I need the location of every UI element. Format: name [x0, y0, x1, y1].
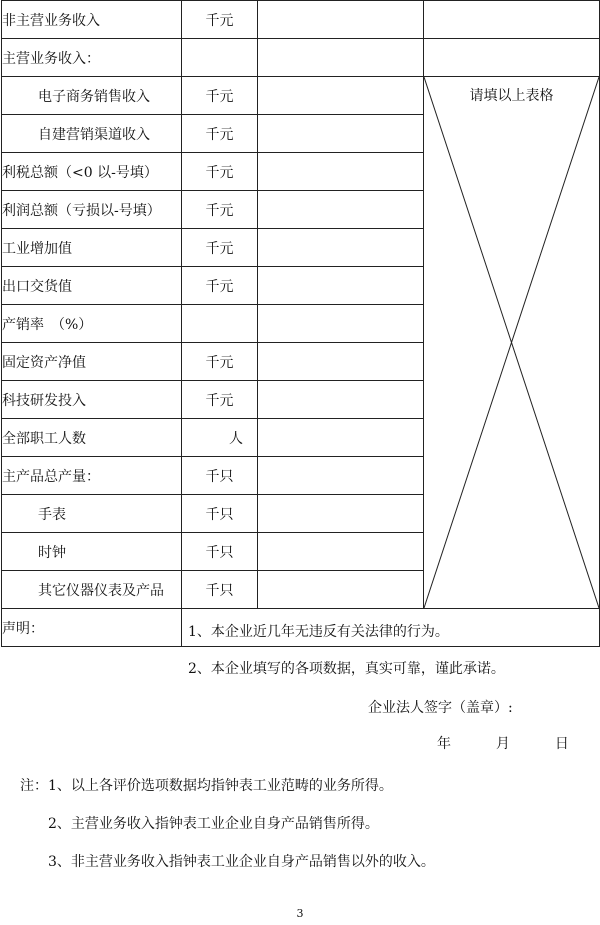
value-cell[interactable] [258, 419, 424, 457]
row-label: 主产品总产量： [2, 457, 182, 495]
note-2: 2、主营业务收入指钟表工业企业自身产品销售所得。 [48, 816, 379, 832]
row-unit: 千只 [182, 571, 258, 609]
value-cell[interactable] [258, 267, 424, 305]
day-label: 日 [554, 736, 569, 752]
signature-label: 企业法人签字（盖章）: [368, 700, 513, 716]
row-unit: 人 [182, 419, 258, 457]
row-unit: 千元 [182, 229, 258, 267]
declaration-line-1: 1、本企业近几年无违反有关法律的行为。 [188, 624, 449, 640]
year-label: 年 [437, 736, 451, 752]
row-label: 科技研发投入 [2, 381, 182, 419]
blank-cell [424, 1, 600, 39]
table-row [2, 1, 600, 39]
value-cell[interactable] [258, 343, 424, 381]
row-label: 时钟 [2, 533, 182, 571]
row-unit [182, 39, 258, 77]
row-label: 利润总额（亏损以-号填） [2, 191, 182, 229]
date-line [437, 733, 569, 753]
row-unit: 千元 [182, 77, 258, 115]
value-cell[interactable] [258, 571, 424, 609]
cross-lines [424, 77, 599, 608]
notes-section [20, 776, 590, 890]
row-label: 其它仪器仪表及产品 [2, 571, 182, 609]
table-row [2, 77, 600, 115]
value-cell[interactable] [258, 77, 424, 115]
value-cell[interactable] [258, 1, 424, 39]
row-label: 利税总额（<0 以-号填） [2, 153, 182, 191]
row-label: 出口交货值 [2, 267, 182, 305]
row-label: 主营业务收入： [2, 39, 182, 77]
row-unit: 千只 [182, 533, 258, 571]
note-3: 3、非主营业务收入指钟表工业企业自身产品销售以外的收入。 [48, 854, 435, 870]
row-unit: 千元 [182, 1, 258, 39]
value-cell[interactable] [258, 533, 424, 571]
declaration-label: 声明： [2, 609, 182, 647]
row-label: 非主营业务收入 [2, 1, 182, 39]
row-unit: 千元 [182, 191, 258, 229]
row-label: 电子商务销售收入 [2, 77, 182, 115]
blank-cell [424, 39, 600, 77]
declaration-body [182, 609, 600, 752]
value-cell[interactable] [258, 191, 424, 229]
declaration-row [2, 609, 600, 647]
row-label: 固定资产净值 [2, 343, 182, 381]
value-cell[interactable] [258, 381, 424, 419]
row-unit: 千元 [182, 343, 258, 381]
row-unit [182, 305, 258, 343]
row-unit: 千只 [182, 495, 258, 533]
row-unit: 千元 [182, 153, 258, 191]
note-1: 注：1、以上各评价选项数据均指钟表工业范畴的业务所得。 [20, 778, 393, 794]
row-unit: 千元 [182, 115, 258, 153]
value-cell[interactable] [258, 495, 424, 533]
page-number: 3 [296, 907, 304, 920]
row-unit: 千元 [182, 381, 258, 419]
value-cell[interactable] [258, 115, 424, 153]
table-row [2, 39, 600, 77]
table-body [2, 1, 600, 752]
value-cell[interactable] [258, 305, 424, 343]
row-label: 手表 [2, 495, 182, 533]
value-cell[interactable] [258, 39, 424, 77]
row-label: 自建营销渠道收入 [2, 115, 182, 153]
value-cell[interactable] [258, 229, 424, 267]
statistics-table [1, 0, 600, 752]
cross-svg [424, 77, 599, 608]
row-label: 全部职工人数 [2, 419, 182, 457]
row-label: 产销率 （%） [2, 305, 182, 343]
crossed-cell-label: 请填以上表格 [469, 88, 554, 104]
crossed-out-cell [424, 77, 600, 609]
row-unit: 千元 [182, 267, 258, 305]
month-label: 月 [495, 736, 510, 752]
row-unit: 千只 [182, 457, 258, 495]
row-label: 工业增加值 [2, 229, 182, 267]
value-cell[interactable] [258, 457, 424, 495]
value-cell[interactable] [258, 153, 424, 191]
declaration-line-2: 2、本企业填写的各项数据，真实可靠，谨此承诺。 [188, 661, 505, 677]
